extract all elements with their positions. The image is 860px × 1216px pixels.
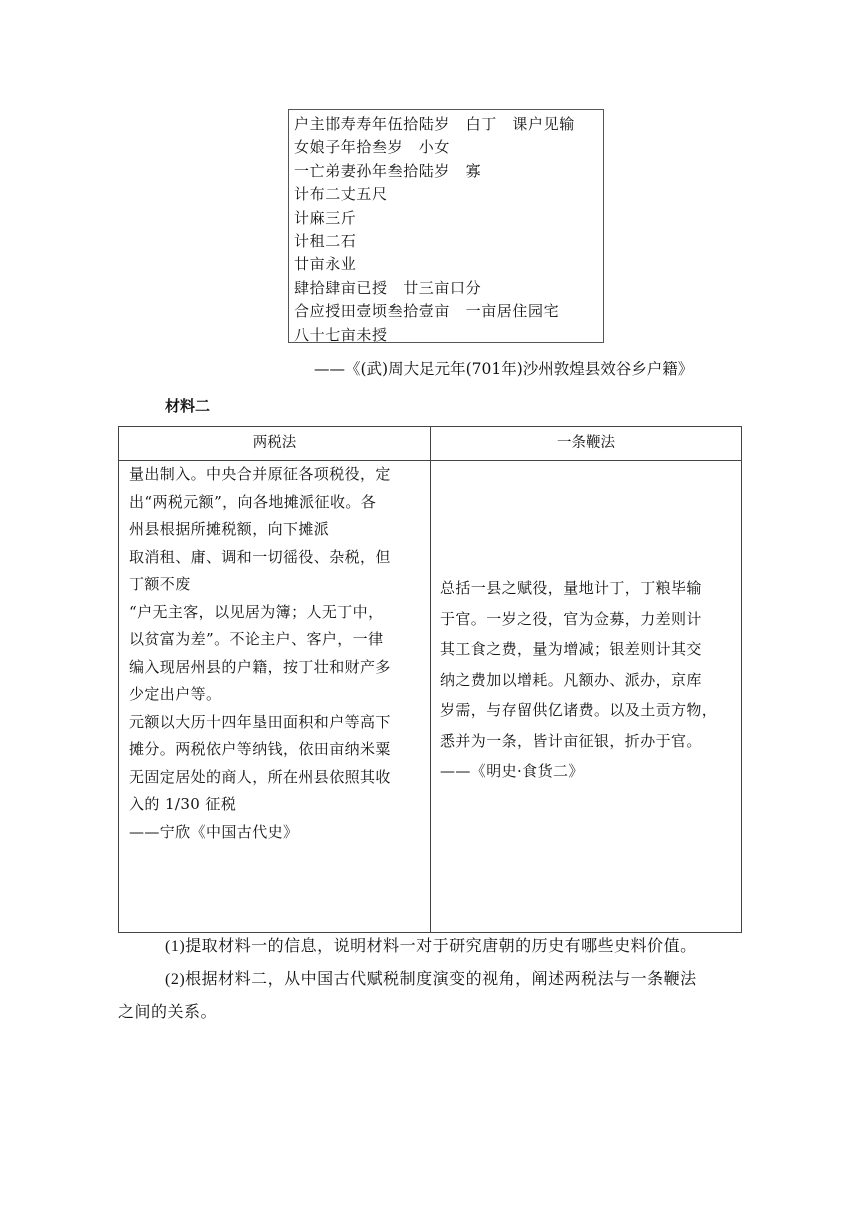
table-cell-line: 出“两税元额”，向各地摊派征收。各: [129, 492, 377, 511]
table-cell-line: 编入现居州县的户籍，按丁壮和财产多: [129, 657, 391, 676]
table-cell-line: 以贫富为差”。不论主户、客户，一律: [129, 630, 384, 648]
tax-comparison-table: [118, 426, 742, 933]
question-two-line-two: 之间的关系。: [118, 1004, 218, 1021]
table-cell-line: 总括一县之赋役，量地计丁，丁粮毕输: [440, 579, 702, 597]
table-cell-line: 悉并为一条，皆计亩征银，折办于官。: [440, 731, 702, 750]
register-line: 户主邯寿寿年伍拾陆岁 白丁 课户见输: [294, 115, 575, 133]
register-line: 一亡弟妻孙年叁拾陆岁 寡: [294, 161, 482, 180]
table-cell-line: 摊分。两税依户等纳钱，依田亩纳米粟: [129, 740, 391, 758]
register-source-citation: ——《(武)周大足元年(701年)沙州敦煌县效谷乡户籍》: [314, 360, 694, 378]
two-tax-law-cell: [129, 461, 425, 846]
register-line: 女娘子年拾叁岁 小女: [294, 138, 451, 157]
register-line: 八十七亩未授: [294, 325, 388, 344]
table-cell-line: “户无主客，以见居为簿；人无丁中，: [129, 602, 384, 621]
material-two-title: 材料二: [165, 397, 211, 415]
register-line: 计租二石: [294, 231, 357, 250]
table-cell-line: 入的 1/30 征税: [129, 795, 237, 813]
table-cell-line: 无固定居处的商人，所在州县依照其收: [129, 767, 391, 786]
table-cell-line: 取消租、庸、调和一切徭役、杂税，但: [129, 547, 391, 566]
register-line: 肆拾肆亩已授 廿三亩口分: [294, 278, 482, 297]
single-whip-law-citation: ——《明史·食货二》: [440, 762, 584, 780]
table-cell-line: 州县根据所摊税额，向下摊派: [129, 520, 330, 538]
table-cell-line: 丁额不废: [129, 575, 191, 593]
household-register-box: [288, 109, 604, 343]
register-line: 廿亩永业: [294, 255, 357, 274]
table-cell-line: 于官。一岁之役，官为佥募，力差则计: [440, 609, 702, 628]
table-cell-line: 量出制入。中央合并原征各项税役，定: [129, 465, 391, 483]
table-cell-line: 纳之费加以增耗。凡额办、派办，京库: [440, 670, 702, 689]
register-line: 计布二丈五尺: [294, 185, 388, 204]
table-cell-line: 其工食之费，量为增减；银差则计其交: [440, 640, 702, 658]
register-line: 合应授田壹顷叁拾壹亩 一亩居住园宅: [294, 302, 560, 321]
table-cell-line: 岁需，与存留供亿诸费。以及土贡方物，: [440, 701, 718, 719]
table-cell-line: 少定出户等。: [129, 685, 222, 703]
two-tax-law-citation: ——宁欣《中国古代史》: [129, 822, 299, 841]
register-line: 计麻三斤: [294, 208, 357, 227]
table-header-single-whip-law: 一条鞭法: [557, 435, 615, 451]
table-header-two-tax-law: 两税法: [252, 435, 297, 451]
table-cell-line: 元额以大历十四年垦田面积和户等高下: [129, 712, 391, 731]
column-divider: [430, 427, 431, 932]
single-whip-law-cell: [440, 573, 736, 787]
question-two-line-one: (2)根据材料二，从中国古代赋税制度演变的视角，阐述两税法与一条鞭法: [165, 971, 697, 988]
question-one: (1)提取材料一的信息，说明材料一对于研究唐朝的历史有哪些史料价值。: [165, 938, 697, 955]
